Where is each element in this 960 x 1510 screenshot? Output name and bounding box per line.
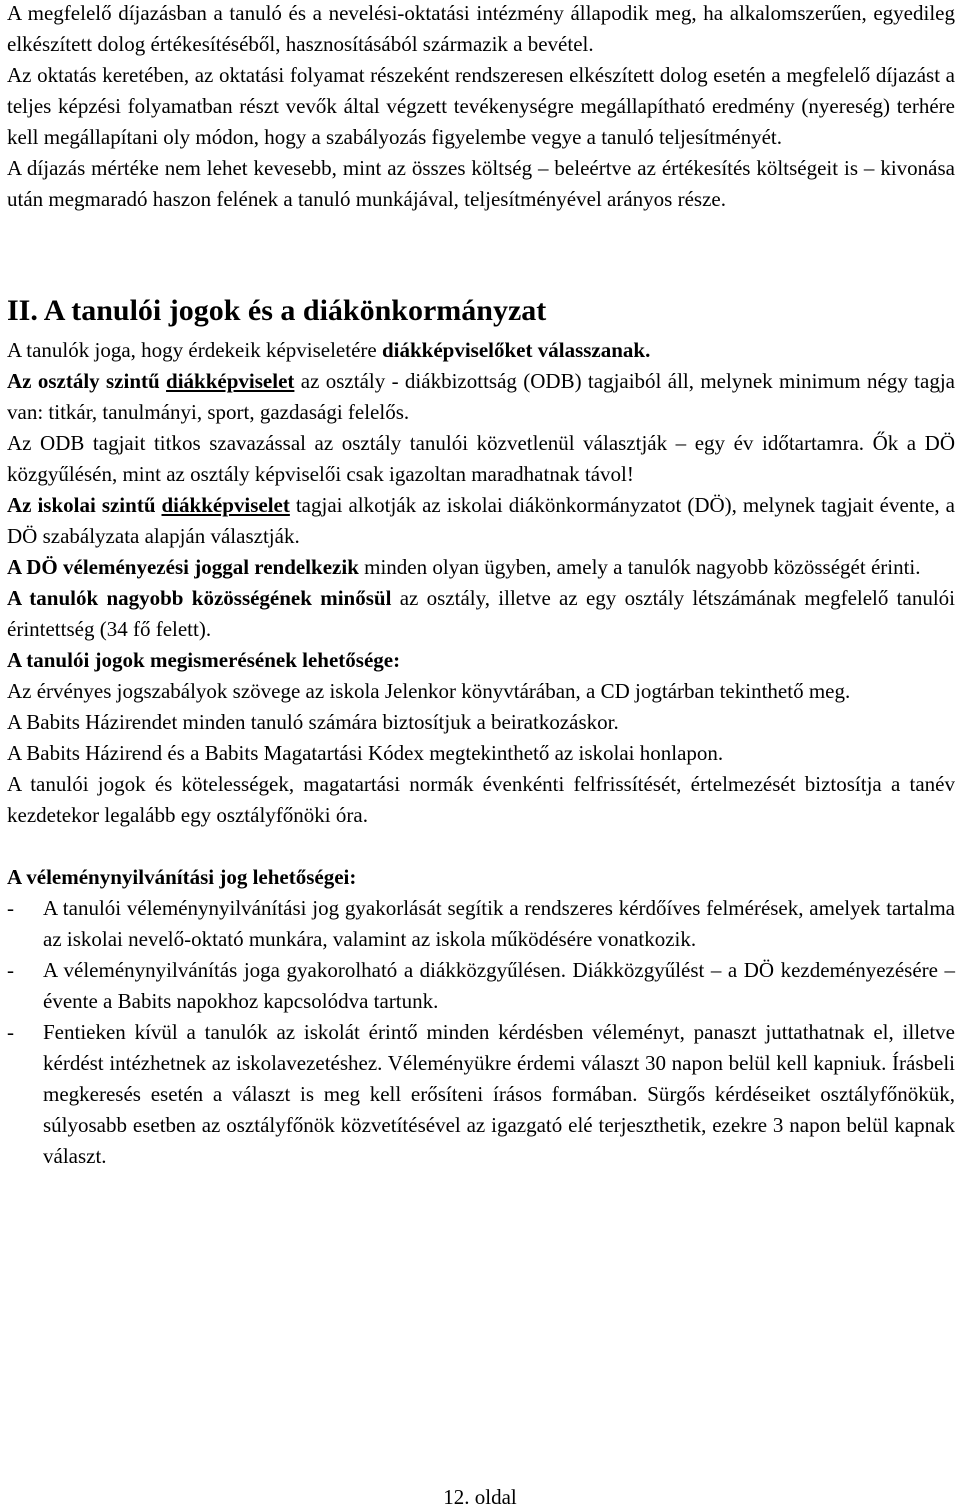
class-level-label: Az osztály szintű: [7, 369, 160, 393]
intro-paragraph-2: Az oktatás keretében, az oktatási folyamat részeként rendszeresen elkészített dolog esetén a megfelelő díjazást a teljes képzési folyamatban részt vevők által végzett tevékenységre megállapítható eredmény (nyereség) terhére kell megállapítani oly módon, hogy a szabályozás figyelembe vegye a tanuló teljesítményét.: [7, 63, 955, 149]
school-level-label: Az iskolai szintű: [7, 493, 156, 517]
list-dash: -: [7, 958, 14, 982]
list-item-text: A véleménynyilvánítás joga gyakorolható a diákközgyűlésen. Diákközgyűlést – a DÖ kezdeményezésére – évente a Babits napokhoz kapcsolódva tartunk.: [43, 958, 955, 1013]
list-item: [7, 893, 955, 955]
odb-election-paragraph: Az ODB tagjait titkos szavazással az osztály tanulói közvetlenül választják – egy év időtartamra. Ők a DÖ közgyűlésén, mint az osztály képviselői csak igazoltan maradhatnak távol!: [7, 431, 955, 486]
class-level-text: az osztály - diákbizottság (ODB) tagjaiból áll, melynek minimum négy tagja van: titkár, tanulmányi, sport, gazdasági felelős.: [7, 369, 955, 424]
rights-heading: A tanulói jogok megismerésének lehetősége:: [7, 648, 401, 672]
document-page: [7, 0, 955, 1172]
opinion-heading: A véleménynyilvánítási jog lehetőségei:: [7, 865, 357, 889]
rights-paragraph-3: A Babits Házirend és a Babits Magatartási Kódex megtekinthető az iskolai honlapon.: [7, 741, 724, 765]
list-dash: -: [7, 896, 14, 920]
rights-paragraph-1: Az érvényes jogszabályok szövege az iskola Jelenkor könyvtárában, a CD jogtárban tekinthető meg.: [7, 679, 851, 703]
list-item-text: Fentieken kívül a tanulók az iskolát érintő minden kérdésben véleményt, panaszt juttathatnak el, illetve kérdést intézhetnek az iskolavezetéshez. Véleményükre érdemi választ 30 napon belül kell kapniuk. Írásbeli megkeresés esetén a választ is meg kell erősíteni írásos formában. Sürgős kérdéseiket osztályfőnökük, súlyosabb esetben az osztályfőnök közvetítésével az igazgató elé terjeszthetik, ezekre 3 napon belül kapnak választ.: [43, 1020, 955, 1168]
class-level-term: diákképviselet: [166, 369, 295, 393]
larger-community-paragraph: [7, 583, 955, 645]
list-item: [7, 1017, 955, 1172]
section-heading: II. A tanulói jogok és a diákönkormányzat: [7, 294, 547, 327]
school-level-paragraph: [7, 490, 955, 552]
spacer: [7, 831, 955, 862]
larger-community-text: az osztály, illetve az egy osztály létszámának megfelelő tanulói érintettség (34 fő felett).: [7, 586, 955, 641]
do-opinion-paragraph: [7, 552, 955, 583]
representation-text: A tanulók joga, hogy érdekeik képviseletére: [7, 338, 382, 362]
spacer: [7, 215, 955, 293]
intro-section: [7, 0, 955, 215]
intro-paragraph-3: A díjazás mértéke nem lehet kevesebb, mint az összes költség – beleértve az értékesítés költségeit is – kivonása után megmaradó haszon felének a tanuló munkájával, teljesítményével arányos része.: [7, 156, 955, 211]
rights-paragraph-4: A tanulói jogok és kötelességek, magatartási normák évenkénti felfrissítését, értelmezését biztosítja a tanév kezdetekor legalább egy osztályfőnöki óra.: [7, 772, 955, 827]
school-level-term: diákképviselet: [161, 493, 290, 517]
rights-paragraph-2: A Babits Házirendet minden tanuló számára biztosítjuk a beiratkozáskor.: [7, 710, 619, 734]
list-item-text: A tanulói véleménynyilvánítási jog gyakorlását segítik a rendszeres kérdőíves felmérések, amelyek tartalma az iskolai nevelő-oktató munkára, valamint az iskola működésére vonatkozik.: [43, 896, 955, 951]
intro-paragraph-1: A megfelelő díjazásban a tanuló és a nevelési-oktatási intézmény állapodik meg, ha alkalomszerűen, egyedileg elkészített dolog értékesítéséből, hasznosításából származik a bevétel.: [7, 1, 955, 56]
representation-paragraph: [7, 335, 955, 366]
class-level-paragraph: [7, 366, 955, 428]
do-opinion-text: minden olyan ügyben, amely a tanulók nagyobb közösségét érinti.: [358, 555, 921, 579]
larger-community-emphasis: A tanulók nagyobb közösségének minősül: [7, 586, 392, 610]
representation-emphasis: diákképviselőket válasszanak.: [381, 338, 651, 362]
list-item: [7, 955, 955, 1017]
school-level-text: tagjai alkotják az iskolai diákönkormányzatot (DÖ), melynek tagjait évente, a DÖ szabályzata alapján választják.: [7, 493, 955, 548]
list-dash: -: [7, 1020, 14, 1044]
do-opinion-emphasis: A DÖ véleményezési joggal rendelkezik: [7, 555, 359, 579]
opinion-list: [7, 893, 955, 1172]
page-number: 12. oldal: [443, 1485, 517, 1509]
